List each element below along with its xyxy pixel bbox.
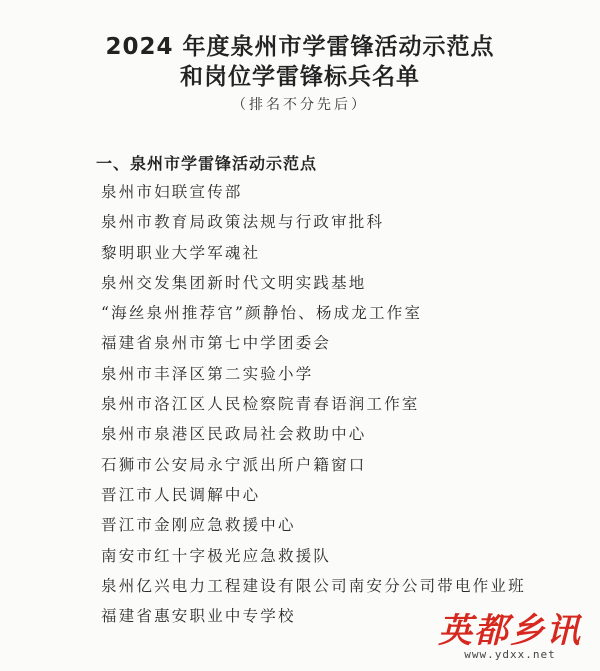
site-watermark [430, 612, 590, 661]
document-title-line-1: 2024 年度泉州市学雷锋活动示范点 [105, 34, 495, 60]
list-item: 泉州市洛江区人民检察院青春语润工作室 [101, 395, 420, 414]
list-item: 泉州市泉港区民政局社会救助中心 [101, 425, 367, 444]
list-item: 泉州市教育局政策法规与行政审批科 [101, 213, 385, 232]
list-item: 石狮市公安局永宁派出所户籍窗口 [101, 455, 367, 474]
list-item: 泉州交发集团新时代文明实践基地 [101, 273, 367, 292]
list-item: “海丝泉州推荐官”颜静怡、杨成龙工作室 [101, 304, 423, 323]
demonstration-site-list [101, 181, 526, 635]
section-heading: 一、泉州市学雷锋活动示范点 [96, 154, 318, 173]
document-subtitle: （排名不分先后） [232, 97, 368, 113]
list-item: 晋江市金刚应急救援中心 [101, 516, 296, 535]
watermark-text: 英都乡讯 [438, 611, 582, 651]
list-item: 晋江市人民调解中心 [101, 485, 261, 504]
watermark-url: www.ydxx.net [464, 648, 556, 661]
list-item: 南安市红十字极光应急救援队 [101, 546, 332, 565]
list-item: 黎明职业大学军魂社 [101, 243, 261, 262]
list-item: 福建省惠安职业中专学校 [101, 607, 296, 626]
list-item: 泉州市丰泽区第二实验小学 [101, 364, 314, 383]
list-item: 泉州亿兴电力工程建设有限公司南安分公司带电作业班 [101, 576, 526, 595]
document-title-line-2: 和岗位学雷锋标兵名单 [180, 64, 420, 90]
list-item: 泉州市妇联宣传部 [101, 183, 243, 201]
list-item: 福建省泉州市第七中学团委会 [101, 334, 332, 353]
